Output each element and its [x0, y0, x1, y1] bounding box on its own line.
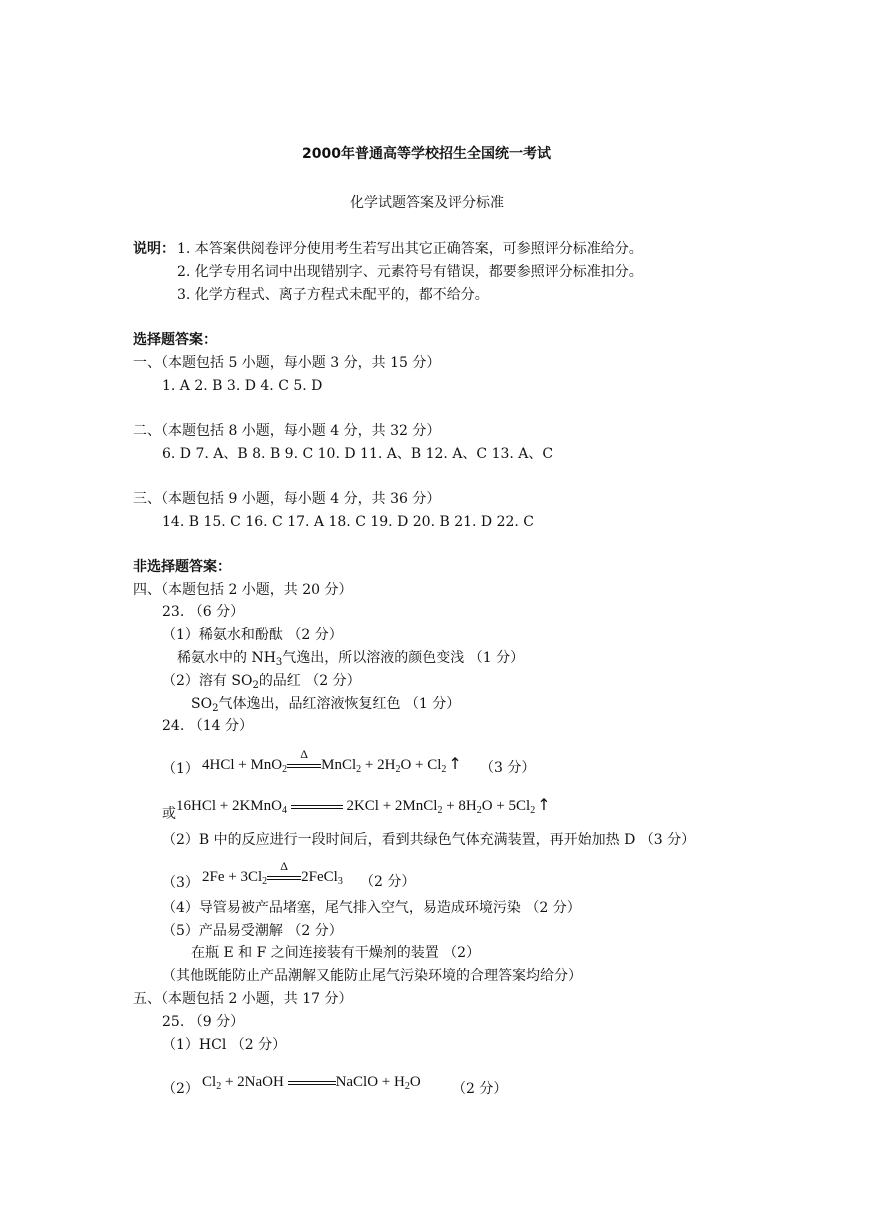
equal-sign: [287, 746, 321, 773]
answer-part: （1）HCl （2 分）: [162, 1037, 287, 1053]
choice-heading: 选择题答案：: [133, 332, 217, 348]
answer-part: （1）稀氨水和酚酞 （2 分）: [162, 627, 343, 643]
score: （2 分）: [360, 874, 416, 890]
heat-symbol: Δ: [280, 858, 288, 873]
equal-sign: [288, 1076, 336, 1090]
answer-part-label: （3）: [162, 875, 199, 891]
equation-4: $Cl_2$ + 2NaOH NaClO + $H_2O$: [202, 1074, 421, 1092]
gas-arrow-icon: ↑: [537, 795, 551, 814]
answer-note: 稀氨水中的 $NH_3$气逸出，所以溶液的颜色变浅 （1 分）: [177, 650, 525, 668]
answer-part: （2）溶有 $SO_2$的品红 （2 分）: [162, 673, 361, 691]
answer-part-label: （1）: [162, 761, 199, 777]
answer-line: 1. A 2. B 3. D 4. C 5. D: [162, 378, 323, 394]
page-subtitle: 化学试题答案及评分标准: [350, 195, 504, 211]
equation-3: $2Fe + 3Cl_2$ Δ 2FeCl$_3$: [202, 858, 343, 887]
answer-note: （其他既能防止产品潮解又能防止尾气污染环境的合理答案均给分）: [162, 968, 582, 984]
nonchoice-heading: 非选择题答案：: [133, 559, 231, 575]
question-title: 23. （6 分）: [162, 604, 245, 620]
answer-part: （5）产品易受潮解 （2 分）: [162, 923, 343, 939]
section-header: 五、（本题包括 2 小题，共 17 分）: [133, 991, 353, 1007]
answer-part: （2）B 中的反应进行一段时间后，看到共绿色气体充满装置，再开始加热 D （3 分）: [162, 832, 696, 848]
answer-note: $SO_2$气体逸出，品红溶液恢复红色 （1 分）: [191, 696, 461, 714]
section-header: 二、（本题包括 8 小题，每小题 4 分，共 32 分）: [133, 423, 441, 439]
score: （3 分）: [480, 760, 536, 776]
equal-sign: [291, 800, 343, 814]
answer-part: （4）导管易被产品堵塞，尾气排入空气，易造成环境污染 （2 分）: [162, 900, 581, 916]
note-item: 2. 化学专用名词中出现错别字、元素符号有错误，都要参照评分标准扣分。: [177, 264, 643, 280]
question-title: 25. （9 分）: [162, 1014, 245, 1030]
answer-line: 6. D 7. A、B 8. B 9. C 10. D 11. A、B 12. A、C 13. A、C: [162, 446, 554, 462]
equal-sign: [267, 858, 301, 885]
notes-label: 说明：: [133, 241, 175, 257]
gas-arrow-icon: ↑: [448, 754, 462, 773]
page-title: 2000年普通高等学校招生全国统一考试: [302, 146, 551, 162]
question-title: 24. （14 分）: [162, 718, 253, 734]
equation-1: 4HCl + MnO$_2$ Δ MnCl$_2$ + $2H_2O + Cl_2$ ↑: [202, 746, 462, 775]
equation-2: 16HCl + 2KMnO$_4$ 2KCl + 2MnCl$_2$ + $8H_2O + 5Cl_2$ ↑: [176, 795, 551, 816]
heat-symbol: Δ: [300, 746, 308, 761]
answer-note: 在瓶 E 和 F 之间连接装有干燥剂的装置 （2）: [191, 945, 481, 961]
answer-line: 14. B 15. C 16. C 17. A 18. C 19. D 20. B 21. D 22. C: [162, 514, 535, 530]
section-header: 一、（本题包括 5 小题，每小题 3 分，共 15 分）: [133, 355, 441, 371]
section-header: 四、（本题包括 2 小题，共 20 分）: [133, 582, 353, 598]
or-label: 或: [162, 806, 176, 822]
score: （2 分）: [452, 1081, 508, 1097]
note-item: 1. 本答案供阅卷评分使用考生若写出其它正确答案，可参照评分标准给分。: [177, 241, 643, 257]
note-item: 3. 化学方程式、离子方程式未配平的，都不给分。: [177, 287, 489, 303]
section-header: 三、（本题包括 9 小题，每小题 4 分，共 36 分）: [133, 491, 441, 507]
answer-part-label: （2）: [162, 1081, 199, 1097]
